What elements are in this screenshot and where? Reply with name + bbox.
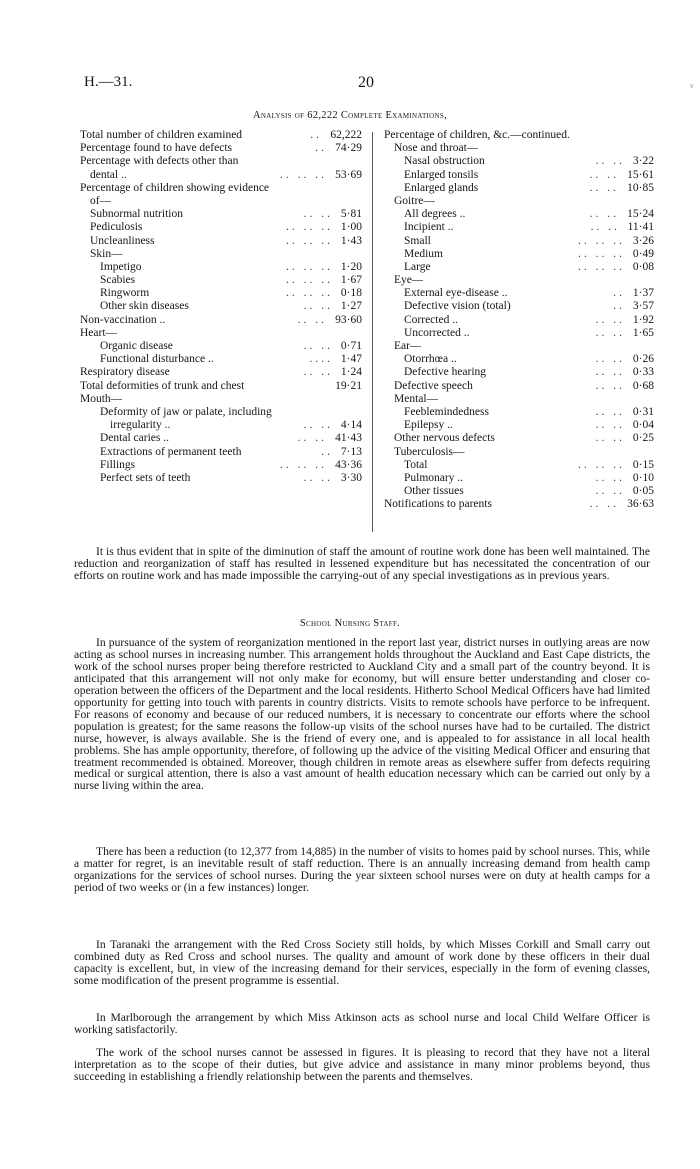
row-leader: .. ..: [595, 432, 625, 445]
table-left-column: [80, 129, 362, 485]
row-value: 0·08: [632, 260, 654, 273]
section-title: School Nursing Staff.: [299, 618, 401, 629]
row-label: Other skin diseases: [100, 300, 189, 313]
row-label: Heart—: [80, 326, 118, 339]
row-value: 62,222: [330, 129, 362, 141]
row-label: Pulmonary ..: [404, 471, 464, 484]
row-value: 0·71: [340, 340, 362, 352]
row-label: Goitre—: [394, 194, 435, 207]
table-row: [384, 485, 654, 498]
table-row: [80, 261, 362, 274]
row-label: Enlarged tonsils: [404, 168, 479, 181]
row-leader: .. ..: [303, 300, 333, 313]
row-leader: .. .. ..: [286, 260, 333, 273]
row-label: Organic disease: [100, 340, 173, 352]
row-value: 1·43: [340, 234, 362, 247]
table-row: [80, 353, 362, 366]
row-leader: .. ..: [589, 208, 619, 221]
row-label: Mental—: [394, 392, 439, 405]
row-leader: .. ..: [303, 366, 333, 379]
row-label: Pediculosis: [90, 221, 143, 234]
table-title: Analysis of 62,222 Complete Examinations,: [253, 110, 447, 121]
row-value: 53·69: [335, 168, 362, 181]
row-label: Corrected ..: [404, 313, 458, 326]
table-row: [80, 169, 362, 182]
row-leader: .. ..: [303, 471, 333, 484]
row-label: Large: [404, 260, 431, 273]
row-value: 0·49: [632, 247, 654, 260]
row-value: 1·00: [340, 221, 362, 234]
table-row: [80, 155, 362, 168]
table-row: [384, 195, 654, 208]
row-value: 3·30: [340, 471, 362, 484]
row-leader: .. .. ..: [280, 168, 327, 181]
table-row: [80, 419, 362, 432]
table-row: [80, 314, 362, 327]
table-row: [80, 221, 362, 234]
row-leader: .. ..: [595, 366, 625, 379]
row-label: Uncleanliness: [90, 234, 155, 247]
row-value: 1·67: [340, 274, 362, 287]
table-row: [384, 314, 654, 327]
table-row: [384, 129, 654, 142]
table-row: [80, 195, 362, 208]
row-value: 0·26: [632, 353, 654, 366]
table-row: [80, 432, 362, 445]
row-label: Nose and throat—: [394, 142, 479, 155]
row-leader: .. ..: [297, 432, 327, 445]
row-label: Mouth—: [80, 392, 123, 405]
summary-paragraph: It is thus evident that in spite of the diminution of staff the amount of routine work done has been well maintained. The reduction and reorganization of staff has resulted in lessened expenditure but has necessitated the concentration of our efforts on routine work and has made impossible the carrying-out of any special investigations as in previous years.: [74, 545, 650, 582]
table-row: [384, 366, 654, 379]
row-value: 1·92: [632, 313, 654, 326]
table-row: [80, 129, 362, 142]
row-label: Percentage of children showing evidence: [80, 181, 270, 194]
row-label: of—: [90, 194, 112, 207]
row-value: 0·15: [632, 458, 654, 471]
row-value: 93·60: [335, 313, 362, 326]
table-row: [384, 393, 654, 406]
row-leader: .. ..: [297, 313, 327, 326]
row-label: Medium: [404, 247, 443, 260]
table-row: [80, 235, 362, 248]
row-label: Feeblemindedness: [404, 405, 489, 418]
table-row: [384, 182, 654, 195]
table-row: [384, 261, 654, 274]
row-leader: .. ..: [303, 208, 333, 221]
row-value: 10·85: [627, 181, 654, 194]
row-label: Enlarged glands: [404, 181, 479, 194]
table-row: [384, 300, 654, 313]
row-label: Non-vaccination ..: [80, 313, 166, 326]
table-row: [384, 446, 654, 459]
row-leader: .. .. ..: [578, 260, 625, 273]
table-row: [80, 208, 362, 221]
row-label: Ear—: [394, 340, 422, 352]
table-row: [80, 393, 362, 406]
table-row: [384, 221, 654, 234]
row-label: Percentage with defects other than: [80, 155, 239, 168]
table-row: [384, 142, 654, 155]
row-leader: .. .. ..: [578, 458, 625, 471]
row-leader: .. ..: [595, 313, 625, 326]
row-value: 0·04: [632, 419, 654, 432]
table-row: [384, 340, 654, 353]
row-leader: .. ..: [589, 498, 619, 511]
table-row: [80, 327, 362, 340]
table-row: [384, 432, 654, 445]
row-value: 19·21: [335, 379, 362, 392]
row-label: Total: [404, 458, 428, 471]
row-label: Extractions of permanent teeth: [100, 445, 242, 458]
row-label: Percentage of children, &c.—continued.: [384, 129, 570, 141]
row-value: 3·26: [632, 234, 654, 247]
row-leader: ..: [321, 445, 333, 458]
row-label: Skin—: [90, 247, 123, 260]
row-leader: ..: [315, 142, 327, 155]
table-row: [80, 182, 362, 195]
row-leader: .. .. ..: [286, 287, 333, 300]
row-label: Fillings: [100, 458, 136, 471]
row-value: 36·63: [627, 498, 654, 511]
row-leader: .. .. ..: [286, 221, 333, 234]
row-label: Dental caries ..: [100, 432, 169, 445]
row-value: 41·43: [335, 432, 362, 445]
row-value: 0·31: [632, 405, 654, 418]
row-label: Notifications to parents: [384, 498, 492, 511]
row-leader: .. ..: [590, 221, 620, 234]
row-label: Deformity of jaw or palate, including: [100, 405, 272, 418]
row-leader: .. ..: [589, 168, 619, 181]
row-leader: ....: [309, 353, 333, 366]
row-value: 7·13: [340, 445, 362, 458]
row-leader: .. ..: [595, 353, 625, 366]
row-label: Incipient ..: [404, 221, 454, 234]
row-value: 1·20: [340, 260, 362, 273]
row-leader: .. .. ..: [286, 274, 333, 287]
row-label: Other nervous defects: [394, 432, 495, 445]
row-label: Defective vision (total): [404, 300, 511, 313]
row-value: 1·47: [340, 353, 362, 366]
row-value: 0·68: [632, 379, 654, 392]
table-row: [80, 380, 362, 393]
row-label: Defective speech: [394, 379, 473, 392]
body-paragraph: In pursuance of the system of reorganization mentioned in the report last year, district nurses in outlying areas are now acting as school nurses in increasing number. This arrangement holds throughout the Auckland and East Cape districts, the work of the school nurses proper being therefore restricted to Auckland City and a small part of the country beyond. It is anticipated that this arrangement will not only make for economy, but will ensure better understanding and closer co-operation between the officers of the Department and the local residents. Hitherto School Medical Officers have had limited opportunity for getting into touch with parents in country districts. Visits to remote schools have perforce to be infrequent. For reasons of economy and because of our reduced numbers, it is necessary to concentrate our efforts where the school population is greatest; for the same reasons the follow-up visits of the school nurses have had to be curtailed. The district nurse, however, is always available. She is the friend of every one, and is appealed to for assistance in all local health problems. She has ample opportunity, therefore, of following up the advice of the visiting Medical Officer and ensuring that treatment recommended is obtained. Moreover, though children in remote areas as elsewhere suffer from defects requiring medical or surgical attention, there is also a vast amount of health education necessary which can be carried out only by a nurse living within the area.: [74, 636, 650, 793]
table-row: [80, 274, 362, 287]
row-leader: ..: [613, 287, 625, 300]
table-row: [80, 287, 362, 300]
row-label: Other tissues: [404, 485, 464, 498]
row-value: 11·41: [627, 221, 654, 234]
margin-mark: v: [690, 82, 694, 90]
row-leader: .. .. ..: [578, 234, 625, 247]
row-value: 5·81: [340, 208, 362, 221]
row-label: Eye—: [394, 274, 424, 287]
row-label: Subnormal nutrition: [90, 208, 183, 221]
row-leader: .. .. ..: [286, 234, 333, 247]
row-leader: .. ..: [589, 181, 619, 194]
row-leader: .. ..: [595, 419, 625, 432]
row-leader: ..: [310, 129, 322, 141]
row-leader: .. ..: [595, 405, 625, 418]
page-number: 20: [358, 74, 374, 91]
table-row: [80, 340, 362, 353]
row-label: Otorrhœa ..: [404, 353, 457, 366]
row-leader: .. ..: [595, 485, 625, 498]
row-value: 0·10: [632, 471, 654, 484]
table-row: [384, 406, 654, 419]
body-paragraph: In Taranaki the arrangement with the Red Cross Society still holds, by which Misses Corkill and Small carry out combined duty as Red Cross and school nurses. The quality and amount of work done by these officers in their dual capacity is excellent, but, in view of the increasing demand for their services, especially in the form of evening classes, some modification of the present programme is essential.: [74, 938, 650, 987]
table-row: [384, 472, 654, 485]
body-paragraph: In Marlborough the arrangement by which Miss Atkinson acts as school nurse and local Child Welfare Officer is working satisfactorily.: [74, 1011, 650, 1036]
row-label: All degrees ..: [404, 208, 466, 221]
table-row: [384, 169, 654, 182]
row-value: 1·24: [340, 366, 362, 379]
row-value: 4·14: [340, 419, 362, 432]
row-label: External eye-disease ..: [404, 287, 508, 300]
row-label: Total number of children examined: [80, 129, 243, 141]
row-value: 0·33: [632, 366, 654, 379]
row-label: Nasal obstruction: [404, 155, 485, 168]
table-row: [80, 300, 362, 313]
row-leader: .. .. ..: [578, 247, 625, 260]
table-right-column: [384, 129, 654, 511]
row-value: 15·24: [627, 208, 654, 221]
row-value: 43·36: [335, 458, 362, 471]
row-label: Functional disturbance ..: [100, 353, 214, 366]
table-row: [384, 353, 654, 366]
body-paragraph: There has been a reduction (to 12,377 from 14,885) in the number of visits to homes paid by school nurses. This, while a matter for regret, is an inevitable result of staff reduction. There is an annually increasing demand from health camp organizations for the services of school nurses. During the year sixteen school nurses were on duty at health camps for a period of two weeks or (in a few instances) longer.: [74, 845, 650, 894]
row-label: dental ..: [90, 168, 127, 181]
row-value: 1·37: [632, 287, 654, 300]
table-row: [384, 380, 654, 393]
row-label: Small: [404, 234, 431, 247]
row-label: Perfect sets of teeth: [100, 471, 191, 484]
table-row: [384, 459, 654, 472]
row-leader: .. ..: [303, 340, 333, 352]
row-value: 3·57: [632, 300, 654, 313]
row-value: 1·27: [340, 300, 362, 313]
table-row: [80, 406, 362, 419]
row-label: Tuberculosis—: [394, 445, 465, 458]
row-label: Epilepsy ..: [404, 419, 453, 432]
table-row: [384, 248, 654, 261]
row-value: 74·29: [335, 142, 362, 155]
row-label: Total deformities of trunk and chest: [80, 379, 245, 392]
table-row: [384, 235, 654, 248]
body-paragraph: The work of the school nurses cannot be assessed in figures. It is pleasing to record that they have not a literal interpretation as to the scope of their duties, but give advice and assistance in many minor problems beyond, thus succeeding in establishing a friendly relationship between the parents and themselves.: [74, 1046, 650, 1083]
table-row: [80, 472, 362, 485]
row-label: Uncorrected ..: [404, 326, 470, 339]
table-row: [384, 155, 654, 168]
row-leader: ..: [613, 300, 625, 313]
column-divider: [372, 132, 373, 532]
table-row: [384, 208, 654, 221]
row-value: 0·25: [632, 432, 654, 445]
row-label: Ringworm: [100, 287, 150, 300]
table-row: [384, 274, 654, 287]
table-row: [384, 498, 654, 511]
row-label: Impetigo: [100, 260, 142, 273]
table-row: [80, 248, 362, 261]
table-row: [80, 366, 362, 379]
report-reference: H.—31.: [84, 74, 133, 90]
row-leader: .. ..: [595, 155, 625, 168]
row-value: 0·18: [340, 287, 362, 300]
table-row: [384, 287, 654, 300]
row-leader: .. ..: [595, 471, 625, 484]
row-value: 3·22: [632, 155, 654, 168]
row-value: 0·05: [632, 485, 654, 498]
row-leader: .. ..: [303, 419, 333, 432]
table-row: [80, 446, 362, 459]
table-row: [80, 459, 362, 472]
row-label: Percentage found to have defects: [80, 142, 232, 155]
row-leader: .. ..: [595, 326, 625, 339]
row-label: Respiratory disease: [80, 366, 170, 379]
table-row: [384, 419, 654, 432]
table-row: [80, 142, 362, 155]
row-label: Defective hearing: [404, 366, 487, 379]
row-value: 15·61: [627, 168, 654, 181]
row-label: irregularity ..: [110, 419, 171, 432]
row-value: 1·65: [632, 326, 654, 339]
row-leader: .. ..: [595, 379, 625, 392]
table-row: [384, 327, 654, 340]
row-label: Scabies: [100, 274, 136, 287]
row-leader: .. .. ..: [280, 458, 327, 471]
